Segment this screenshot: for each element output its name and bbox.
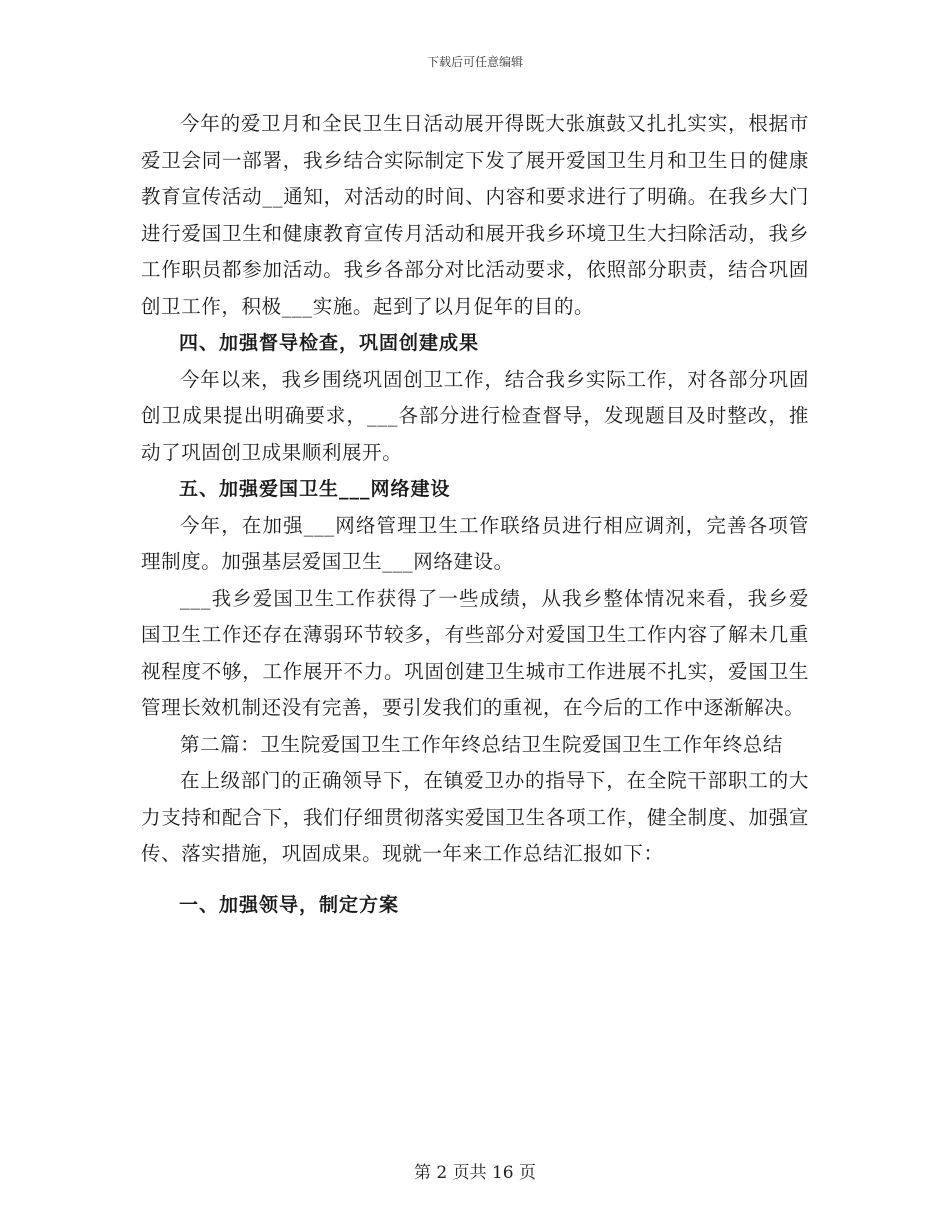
- heading-section-four: 四、加强督导检查，巩固创建成果: [179, 332, 480, 354]
- paragraph-network: 今年，在加强___网络管理卫生工作联络员进行相应调剂，完善各项管理制度。加强基层爱国卫生___网络建设。: [141, 513, 809, 573]
- heading-section-one: 一、加强领导，制定方案: [179, 893, 400, 916]
- paragraph-intro: 在上级部门的正确领导下，在镇爱卫办的指导下，在全院干部职工的大力支持和配合下，我们仔细贯彻落实爱国卫生各项工作，健全制度、加强宣传、落实措施，巩固成果。现就一年来工作总结汇报如下：: [141, 769, 809, 865]
- page-header: 下载后可任意编辑: [426, 55, 523, 69]
- paragraph-second-article-title: 第二篇：卫生院爱国卫生工作年终总结卫生院爱国卫生工作年终总结: [180, 732, 784, 756]
- document-body: [141, 106, 809, 923]
- paragraph-shortcomings: ___我乡爱国卫生工作获得了一些成绩，从我乡整体情况来看，我乡爱国卫生工作还存在薄弱环节较多，有些部分对爱国卫生工作内容了解未几重视程度不够，工作展开不力。巩固创建卫生城市工作进展不扎实，爱国卫生管理长效机制还没有完善，要引发我们的重视，在今后的工作中逐渐解决。: [141, 586, 809, 719]
- heading-section-five: 五、加强爱国卫生___网络建设: [179, 478, 451, 500]
- page-number: 第 2 页共 16 页: [413, 1163, 537, 1183]
- paragraph-health-month: 今年的爱卫月和全民卫生日活动展开得既大张旗鼓又扎扎实实，根据市爱卫会同一部署，我乡结合实际制定下发了展开爱国卫生月和卫生日的健康教育宣传活动__通知，对活动的时间、内容和要求进行了明确。在我乡大门进行爱国卫生和健康教育宣传月活动和展开我乡环境卫生大扫除活动，我乡工作职员都参加活动。我乡各部分对比活动要求，依照部分职责，结合巩固创卫工作，积极___实施。起到了以月促年的目的。: [141, 112, 809, 318]
- paragraph-inspection: 今年以来，我乡围绕巩固创卫工作，结合我乡实际工作，对各部分巩固创卫成果提出明确要求，___各部分进行检查督导，发现题目及时整改，推动了巩固创卫成果顺利展开。: [141, 367, 809, 464]
